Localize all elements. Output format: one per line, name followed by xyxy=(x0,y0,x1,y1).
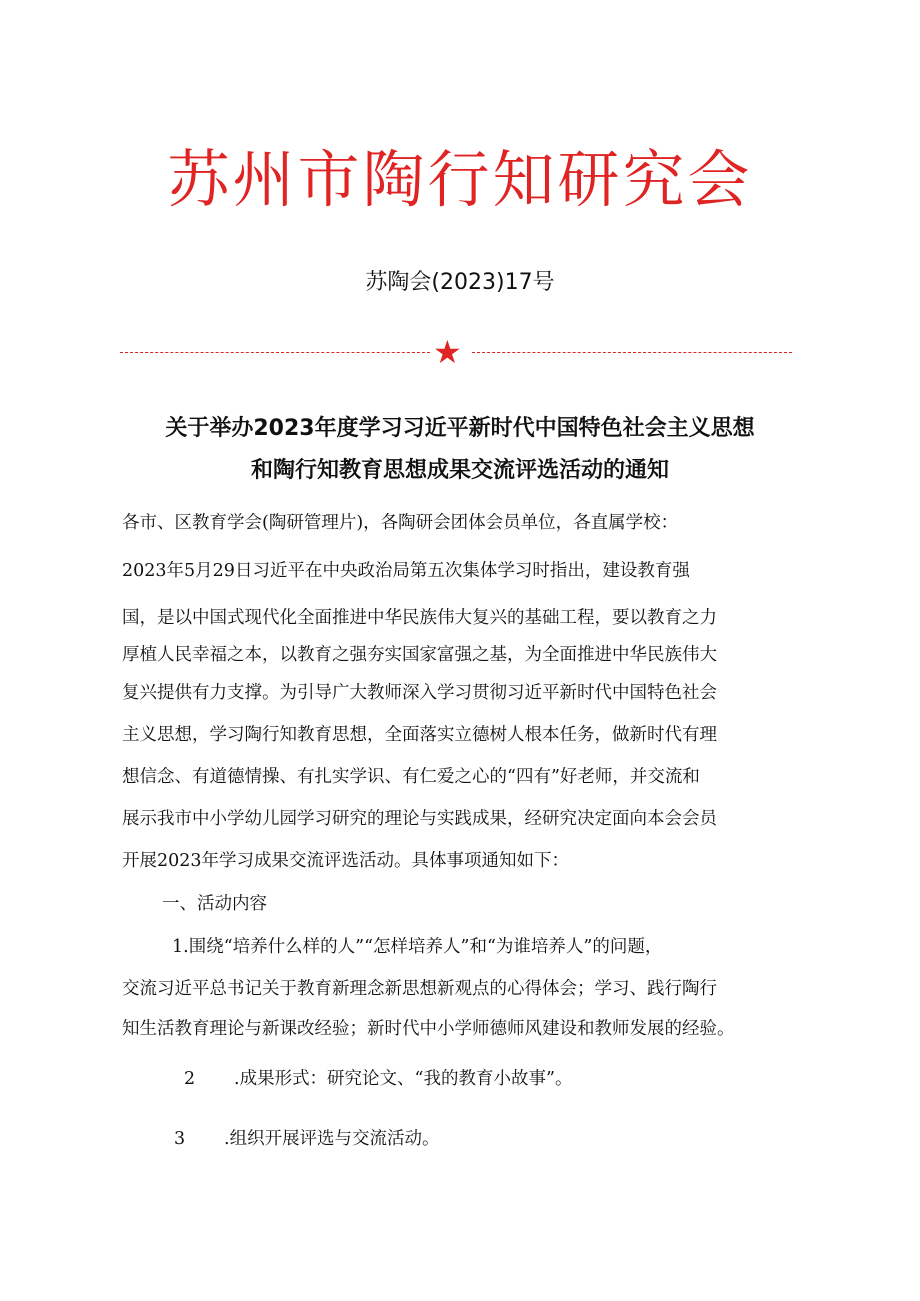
item-3 xyxy=(174,1124,440,1154)
item-3-number: 3 xyxy=(174,1129,186,1149)
header-divider xyxy=(120,333,792,371)
divider-line-right xyxy=(472,352,792,353)
item-1-line-1: 1.围绕“培养什么样的人”“怎样培养人”和“为谁培养人”的问题， xyxy=(172,937,663,957)
paragraph-line-2: 国，是以中国式现代化全面推进中华民族伟大复兴的基础工程，要以教育之力 xyxy=(122,608,717,628)
paragraph-line-7: 展示我市中小学幼儿园学习研究的理论与实践成果，经研究决定面向本会会员 xyxy=(122,809,717,829)
paragraph-line-6: 想信念、有道德情操、有扎实学识、有仁爱之心的“四有”好老师，并交流和 xyxy=(122,767,700,787)
item-2 xyxy=(184,1064,572,1094)
addressee: 各市、区教育学会(陶研管理片)，各陶研会团体会员单位，各直属学校： xyxy=(122,513,679,533)
section-heading: 一、活动内容 xyxy=(162,894,267,914)
item-1-line-3: 知生活教育理论与新课改经验；新时代中小学师德师风建设和教师发展的经验。 xyxy=(122,1019,735,1039)
star-icon: ★ xyxy=(433,333,462,371)
notice-title-line-1: 关于举办2023年度学习习近平新时代中国特色社会主义思想 xyxy=(165,416,755,441)
paragraph-line-4: 复兴提供有力支撑。为引导广大教师深入学习贯彻习近平新时代中国特色社会 xyxy=(122,683,717,703)
organization-title: 苏州市陶行知研究会 xyxy=(167,143,753,216)
paragraph-line-1: 2023年5月29日习近平在中央政治局第五次集体学习时指出，建设教育强 xyxy=(122,561,690,581)
item-2-number: 2 xyxy=(184,1069,196,1089)
paragraph-line-8: 开展2023年学习成果交流评选活动。具体事项通知如下： xyxy=(122,851,570,871)
paragraph-line-3: 厚植人民幸福之本，以教育之强夯实国家富强之基，为全面推进中华民族伟大 xyxy=(122,645,717,665)
document-number: 苏陶会(2023)17号 xyxy=(365,270,555,295)
divider-line-left xyxy=(120,352,430,353)
item-1-line-2: 交流习近平总书记关于教育新理念新思想新观点的心得体会；学习、践行陶行 xyxy=(122,979,717,999)
paragraph-line-5: 主义思想，学习陶行知教育思想，全面落实立德树人根本任务，做新时代有理 xyxy=(122,725,717,745)
item-3-text: .组织开展评选与交流活动。 xyxy=(224,1129,440,1149)
notice-title-line-2: 和陶行知教育思想成果交流评选活动的通知 xyxy=(250,458,669,483)
item-2-text: .成果形式：研究论文、“我的教育小故事”。 xyxy=(234,1069,573,1089)
